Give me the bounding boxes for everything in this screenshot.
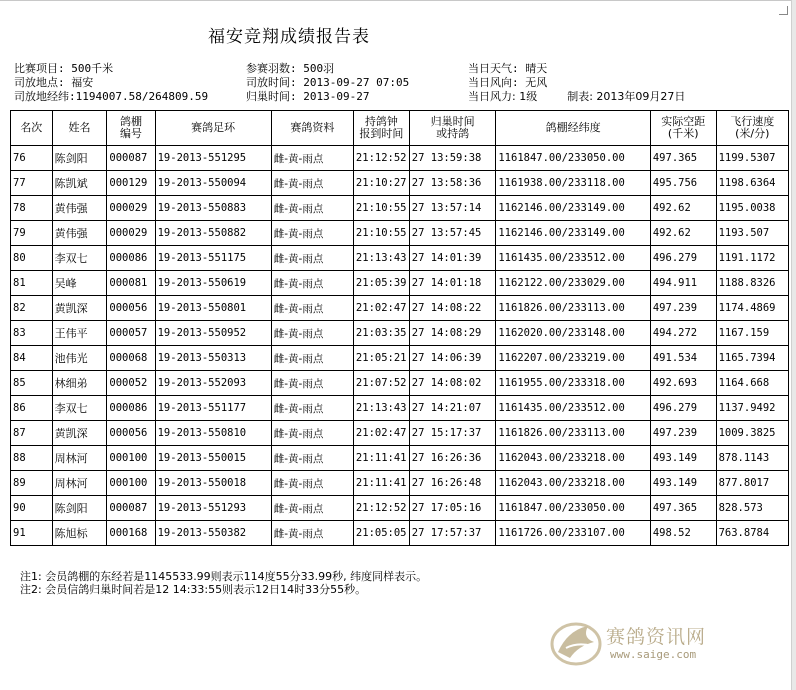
table-row: [11, 346, 789, 371]
table-row: [11, 146, 789, 171]
table-cell: 21:07:52: [353, 371, 409, 396]
table-cell: 27 16:26:36: [409, 446, 496, 471]
table-cell: 1174.4869: [716, 296, 788, 321]
info-left: [14, 62, 208, 104]
notes: [20, 570, 427, 596]
table-cell: 雌-黄-雨点: [271, 446, 353, 471]
table-cell: 19-2013-550952: [155, 321, 271, 346]
note-1: 注1: 会员鸽棚的东经若是1145533.99则表示114度55分33.99秒, 纬度同样表示。: [20, 570, 428, 583]
info-middle: [246, 62, 409, 104]
table-cell: 21:10:27: [353, 171, 409, 196]
table-cell: 493.149: [650, 446, 716, 471]
table-cell: 492.62: [650, 221, 716, 246]
table-cell: 19-2013-550810: [155, 421, 271, 446]
release-place: 司放地点: 福安: [14, 76, 94, 89]
table-cell: 27 13:58:36: [409, 171, 496, 196]
table-cell: 1161955.00/233318.00: [496, 371, 651, 396]
table-cell: 雌-黄-雨点: [271, 421, 353, 446]
table-cell: 黄伟强: [52, 221, 107, 246]
wind-force: 当日风力: 1级: [468, 90, 538, 103]
table-cell: 27 17:57:37: [409, 521, 496, 546]
table-cell: 19-2013-551293: [155, 496, 271, 521]
table-body: [11, 146, 789, 546]
header-row: [11, 111, 789, 146]
table-cell: 雌-黄-雨点: [271, 171, 353, 196]
column-header: 赛鸽足环: [155, 111, 271, 146]
watermark-name: 赛鸽资讯网: [606, 626, 707, 648]
table-cell: 000081: [107, 271, 155, 296]
table-cell: 000086: [107, 246, 155, 271]
table-cell: 27 16:26:48: [409, 471, 496, 496]
table-cell: 1161435.00/233512.00: [496, 396, 651, 421]
table-cell: 76: [11, 146, 53, 171]
table-cell: 21:12:52: [353, 146, 409, 171]
table-cell: 21:02:47: [353, 296, 409, 321]
table-row: [11, 371, 789, 396]
table-cell: 1162043.00/233218.00: [496, 446, 651, 471]
table-cell: 27 14:01:18: [409, 271, 496, 296]
table-cell: 497.365: [650, 496, 716, 521]
window-top-border: [0, 0, 796, 1]
table-cell: 王伟平: [52, 321, 107, 346]
table-cell: 1161847.00/233050.00: [496, 146, 651, 171]
table-cell: 1199.5307: [716, 146, 788, 171]
table-cell: 19-2013-550882: [155, 221, 271, 246]
table-cell: 000087: [107, 146, 155, 171]
table-cell: 1191.1172: [716, 246, 788, 271]
table-cell: 27 13:57:45: [409, 221, 496, 246]
table-cell: 877.8017: [716, 471, 788, 496]
table-cell: 1188.8326: [716, 271, 788, 296]
table-cell: 1161826.00/233113.00: [496, 421, 651, 446]
table-row: [11, 296, 789, 321]
table-cell: 雌-黄-雨点: [271, 346, 353, 371]
column-header: 实际空距 (千米): [650, 111, 716, 146]
table-cell: 雌-黄-雨点: [271, 146, 353, 171]
table-cell: 1161826.00/233113.00: [496, 296, 651, 321]
table-cell: 雌-黄-雨点: [271, 321, 353, 346]
table-cell: 000029: [107, 196, 155, 221]
table-cell: 91: [11, 521, 53, 546]
column-header: 飞行速度 (米/分): [716, 111, 788, 146]
table-cell: 27 13:57:14: [409, 196, 496, 221]
table-cell: 000056: [107, 421, 155, 446]
table-cell: 1162146.00/233149.00: [496, 221, 651, 246]
table-row: [11, 221, 789, 246]
table-row: [11, 471, 789, 496]
table-row: [11, 321, 789, 346]
table-cell: 27 14:08:02: [409, 371, 496, 396]
table-cell: 陈剑阳: [52, 496, 107, 521]
table-cell: 21:05:05: [353, 521, 409, 546]
table-cell: 497.239: [650, 421, 716, 446]
table-cell: 19-2013-550015: [155, 446, 271, 471]
table-cell: 19-2013-551175: [155, 246, 271, 271]
table-cell: 000057: [107, 321, 155, 346]
table-cell: 黄凯深: [52, 296, 107, 321]
table-cell: 27 14:08:29: [409, 321, 496, 346]
table-cell: 19-2013-551295: [155, 146, 271, 171]
table-cell: 1161938.00/233118.00: [496, 171, 651, 196]
table-cell: 27 13:59:38: [409, 146, 496, 171]
table-cell: 1165.7394: [716, 346, 788, 371]
table-cell: 林细弟: [52, 371, 107, 396]
table-cell: 000168: [107, 521, 155, 546]
table-cell: 000052: [107, 371, 155, 396]
table-cell: 498.52: [650, 521, 716, 546]
table-cell: 27 17:05:16: [409, 496, 496, 521]
table-cell: 21:03:35: [353, 321, 409, 346]
table-cell: 1164.668: [716, 371, 788, 396]
table-cell: 77: [11, 171, 53, 196]
table-cell: 87: [11, 421, 53, 446]
table-cell: 000100: [107, 471, 155, 496]
table-cell: 雌-黄-雨点: [271, 521, 353, 546]
table-cell: 19-2013-550018: [155, 471, 271, 496]
table-cell: 陈凯斌: [52, 171, 107, 196]
table-cell: 85: [11, 371, 53, 396]
note-2: 注2: 会员信鸽归巢时间若是12 14:33:55则表示12日14时33分55秒。: [20, 583, 367, 596]
table-cell: 周林河: [52, 471, 107, 496]
results-table: [10, 110, 789, 546]
table-cell: 1162020.00/233148.00: [496, 321, 651, 346]
weather: 当日天气: 晴天: [468, 62, 548, 75]
release-time: 司放时间: 2013-09-27 07:05: [246, 76, 410, 89]
table-cell: 21:05:21: [353, 346, 409, 371]
table-cell: 89: [11, 471, 53, 496]
made-date: 制表: 2013年09月27日: [567, 90, 686, 103]
column-header: 鸽棚 编号: [107, 111, 155, 146]
table-cell: 27 14:08:22: [409, 296, 496, 321]
table-cell: 雌-黄-雨点: [271, 246, 353, 271]
table-cell: 878.1143: [716, 446, 788, 471]
table-cell: 黄凯深: [52, 421, 107, 446]
table-cell: 雌-黄-雨点: [271, 271, 353, 296]
table-cell: 李双七: [52, 396, 107, 421]
table-cell: 19-2013-550801: [155, 296, 271, 321]
table-cell: 000087: [107, 496, 155, 521]
table-cell: 1162146.00/233149.00: [496, 196, 651, 221]
table-cell: 1195.0038: [716, 196, 788, 221]
table-row: [11, 171, 789, 196]
report-title: 福安竞翔成绩报告表: [208, 27, 370, 47]
column-header: 名次: [11, 111, 53, 146]
table-cell: 雌-黄-雨点: [271, 196, 353, 221]
table-cell: 19-2013-550883: [155, 196, 271, 221]
table-cell: 21:02:47: [353, 421, 409, 446]
table-cell: 19-2013-551177: [155, 396, 271, 421]
table-cell: 1193.507: [716, 221, 788, 246]
table-cell: 83: [11, 321, 53, 346]
table-cell: 19-2013-550619: [155, 271, 271, 296]
table-cell: 000100: [107, 446, 155, 471]
table-cell: 21:13:43: [353, 396, 409, 421]
table-row: [11, 496, 789, 521]
table-cell: 496.279: [650, 396, 716, 421]
table-cell: 000056: [107, 296, 155, 321]
table-cell: 19-2013-550313: [155, 346, 271, 371]
table-row: [11, 446, 789, 471]
table-cell: 828.573: [716, 496, 788, 521]
table-cell: 79: [11, 221, 53, 246]
table-cell: 497.365: [650, 146, 716, 171]
table-cell: 78: [11, 196, 53, 221]
table-cell: 1198.6364: [716, 171, 788, 196]
table-cell: 000086: [107, 396, 155, 421]
column-header: 姓名: [52, 111, 107, 146]
race-item: 比赛项目: 500千米: [14, 62, 114, 75]
table-cell: 494.911: [650, 271, 716, 296]
table-cell: 1167.159: [716, 321, 788, 346]
wind-direction: 当日风向: 无风: [468, 76, 548, 89]
table-row: [11, 246, 789, 271]
table-cell: 1162207.00/233219.00: [496, 346, 651, 371]
table-cell: 吴峰: [52, 271, 107, 296]
table-cell: 000129: [107, 171, 155, 196]
table-cell: 90: [11, 496, 53, 521]
table-cell: 84: [11, 346, 53, 371]
page-corner-mark: [779, 6, 788, 15]
column-header: 赛鸽资料: [271, 111, 353, 146]
release-coords: 司放地经纬:1194007.58/264809.59: [14, 90, 209, 103]
table-cell: 1161435.00/233512.00: [496, 246, 651, 271]
table-cell: 黄伟强: [52, 196, 107, 221]
table-cell: 27 14:01:39: [409, 246, 496, 271]
table-cell: 雌-黄-雨点: [271, 221, 353, 246]
table-cell: 雌-黄-雨点: [271, 496, 353, 521]
table-cell: 1137.9492: [716, 396, 788, 421]
table-cell: 27 14:21:07: [409, 396, 496, 421]
table-cell: 李双七: [52, 246, 107, 271]
table-cell: 雌-黄-雨点: [271, 371, 353, 396]
table-cell: 21:10:55: [353, 196, 409, 221]
table-cell: 493.149: [650, 471, 716, 496]
table-row: [11, 271, 789, 296]
table-cell: 80: [11, 246, 53, 271]
table-cell: 1161847.00/233050.00: [496, 496, 651, 521]
table-row: [11, 196, 789, 221]
watermark-url: www.saige.com: [610, 648, 697, 661]
table-cell: 000029: [107, 221, 155, 246]
table-cell: 86: [11, 396, 53, 421]
table-cell: 492.693: [650, 371, 716, 396]
table-cell: 000068: [107, 346, 155, 371]
table-cell: 495.756: [650, 171, 716, 196]
table-cell: 491.534: [650, 346, 716, 371]
table-row: [11, 421, 789, 446]
table-cell: 陈剑阳: [52, 146, 107, 171]
table-cell: 陈旭标: [52, 521, 107, 546]
table-row: [11, 396, 789, 421]
table-cell: 21:10:55: [353, 221, 409, 246]
table-cell: 1162043.00/233218.00: [496, 471, 651, 496]
column-header: 归巢时间 或持鸽: [409, 111, 496, 146]
table-cell: 雌-黄-雨点: [271, 296, 353, 321]
table-cell: 88: [11, 446, 53, 471]
table-cell: 19-2013-550094: [155, 171, 271, 196]
table-cell: 池伟光: [52, 346, 107, 371]
return-time: 归巢时间: 2013-09-27: [246, 90, 370, 103]
table-cell: 周林河: [52, 446, 107, 471]
table-cell: 21:11:41: [353, 446, 409, 471]
column-header: 持鸽钟 报到时间: [353, 111, 409, 146]
table-cell: 492.62: [650, 196, 716, 221]
table-cell: 19-2013-552093: [155, 371, 271, 396]
table-cell: 27 15:17:37: [409, 421, 496, 446]
table-cell: 1162122.00/233029.00: [496, 271, 651, 296]
table-cell: 雌-黄-雨点: [271, 396, 353, 421]
table-row: [11, 521, 789, 546]
table-cell: 763.8784: [716, 521, 788, 546]
table-cell: 494.272: [650, 321, 716, 346]
scrollbar-track[interactable]: [791, 0, 796, 690]
table-cell: 1161726.00/233107.00: [496, 521, 651, 546]
table-cell: 1009.3825: [716, 421, 788, 446]
table-cell: 21:05:39: [353, 271, 409, 296]
table-cell: 19-2013-550382: [155, 521, 271, 546]
info-right: [468, 62, 685, 104]
entries-count: 参赛羽数: 500羽: [246, 62, 335, 75]
table-cell: 27 14:06:39: [409, 346, 496, 371]
wind-force-line: [468, 90, 685, 104]
table-cell: 雌-黄-雨点: [271, 471, 353, 496]
table-cell: 82: [11, 296, 53, 321]
table-cell: 21:13:43: [353, 246, 409, 271]
table-cell: 496.279: [650, 246, 716, 271]
column-header: 鸽棚经纬度: [496, 111, 651, 146]
table-cell: 21:11:41: [353, 471, 409, 496]
table-cell: 497.239: [650, 296, 716, 321]
table-cell: 81: [11, 271, 53, 296]
table-cell: 21:12:52: [353, 496, 409, 521]
